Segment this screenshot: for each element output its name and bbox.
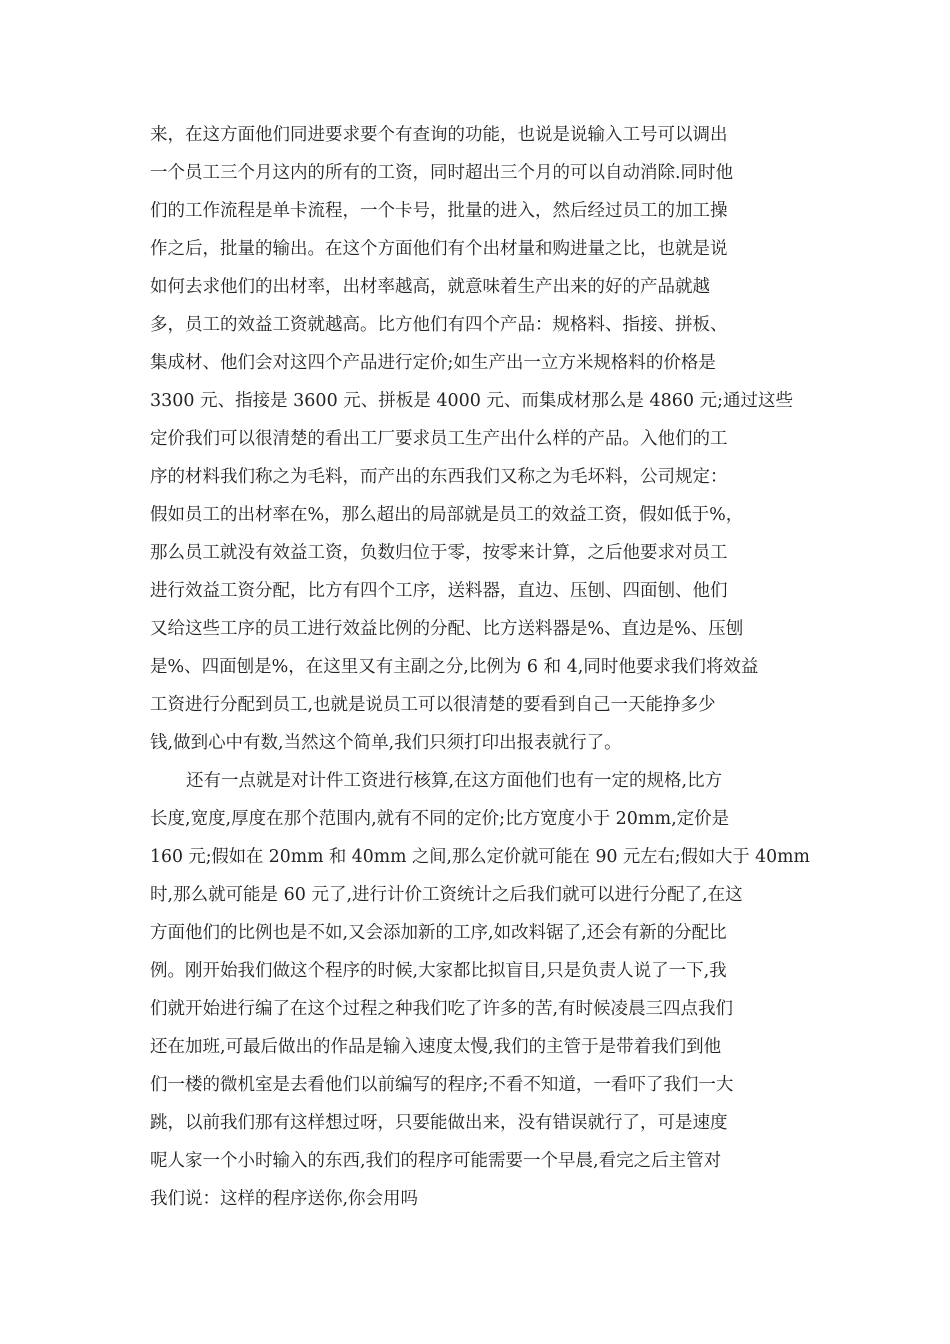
text-line: 例。刚开始我们做这个程序的时候,大家都比拟盲目,只是负责人说了一下,我 [150, 961, 727, 981]
text-line: 时,那么就可能是 60 元了,进行计价工资统计之后我们就可以进行分配了,在这 [150, 885, 743, 905]
text-line: 方面他们的比例也是不如,又会添加新的工序,如改料锯了,还会有新的分配比 [150, 923, 727, 943]
text-line: 长度,宽度,厚度在那个范围内,就有不同的定价;比方宽度小于 20mm,定价是 [150, 809, 730, 829]
text-line: 序的材料我们称之为毛料，而产出的东西我们又称之为毛坏料，公司规定： [150, 467, 728, 487]
text-line: 如何去求他们的出材率，出材率越高，就意味着生产出来的好的产品就越 [150, 277, 710, 297]
body-text [150, 0, 810, 1344]
text-line: 160 元;假如在 20mm 和 40mm 之间,那么定价就可能在 90 元左右;假如大于 40mm [150, 847, 810, 867]
text-line: 们的工作流程是单卡流程，一个卡号，批量的进入，然后经过员工的加工操 [150, 201, 728, 221]
text-line: 还在加班,可最后做出的作品是输入速度太慢,我们的主管于是带着我们到他 [150, 1037, 722, 1057]
text-line: 3300 元、指接是 3600 元、拼板是 4000 元、而集成材那么是 4860 元;通过这些 [150, 391, 793, 411]
text-line: 们就开始进行编了在这个过程之种我们吃了许多的苦,有时候凌晨三四点我们 [150, 999, 734, 1019]
text-line: 多，员工的效益工资就越高。比方他们有四个产品：规格料、指接、拼板、 [150, 315, 728, 335]
text-line: 钱,做到心中有数,当然这个简单,我们只须打印出报表就行了。 [150, 733, 622, 753]
text-line: 们一楼的微机室是去看他们以前编写的程序;不看不知道，一看吓了我们一大 [150, 1075, 734, 1095]
text-line: 定价我们可以很清楚的看出工厂要求员工生产出什么样的产品。入他们的工 [150, 429, 728, 449]
text-line: 呢人家一个小时输入的东西,我们的程序可能需要一个早晨,看完之后主管对 [150, 1151, 722, 1171]
text-line: 我们说：这样的程序送你,你会用吗 [150, 1189, 419, 1209]
text-line: 集成材、他们会对这四个产品进行定价;如生产出一立方米规格料的价格是 [150, 353, 716, 373]
text-line: 那么员工就没有效益工资，负数归位于零，按零来计算，之后他要求对员工 [150, 543, 728, 563]
text-line: 工资进行分配到员工,也就是说员工可以很清楚的要看到自己一天能挣多少 [150, 695, 716, 715]
text-line: 进行效益工资分配，比方有四个工序，送料器，直边、压刨、四面刨、他们 [150, 581, 728, 601]
text-line: 跳，以前我们那有这样想过呀，只要能做出来，没有错误就行了，可是速度 [150, 1113, 728, 1133]
text-line: 作之后，批量的输出。在这个方面他们有个出材量和购进量之比，也就是说 [150, 239, 728, 259]
text-line: 假如员工的出材率在%，那么超出的局部就是员工的效益工资，假如低于%， [150, 505, 744, 525]
text-line: 来，在这方面他们同进要求要个有查询的功能，也说是说输入工号可以调出 [150, 125, 728, 145]
text-line: 是%、四面刨是%，在这里又有主副之分,比例为 6 和 4,同时他要求我们将效益 [150, 657, 759, 677]
text-line: 还有一点就是对计件工资进行核算,在这方面他们也有一定的规格,比方 [186, 771, 723, 791]
text-line: 一个员工三个月这内的所有的工资，同时超出三个月的可以自动消除.同时他 [150, 163, 734, 183]
text-line: 又给这些工序的员工进行效益比例的分配、比方送料器是%、直边是%、压刨 [150, 619, 744, 639]
